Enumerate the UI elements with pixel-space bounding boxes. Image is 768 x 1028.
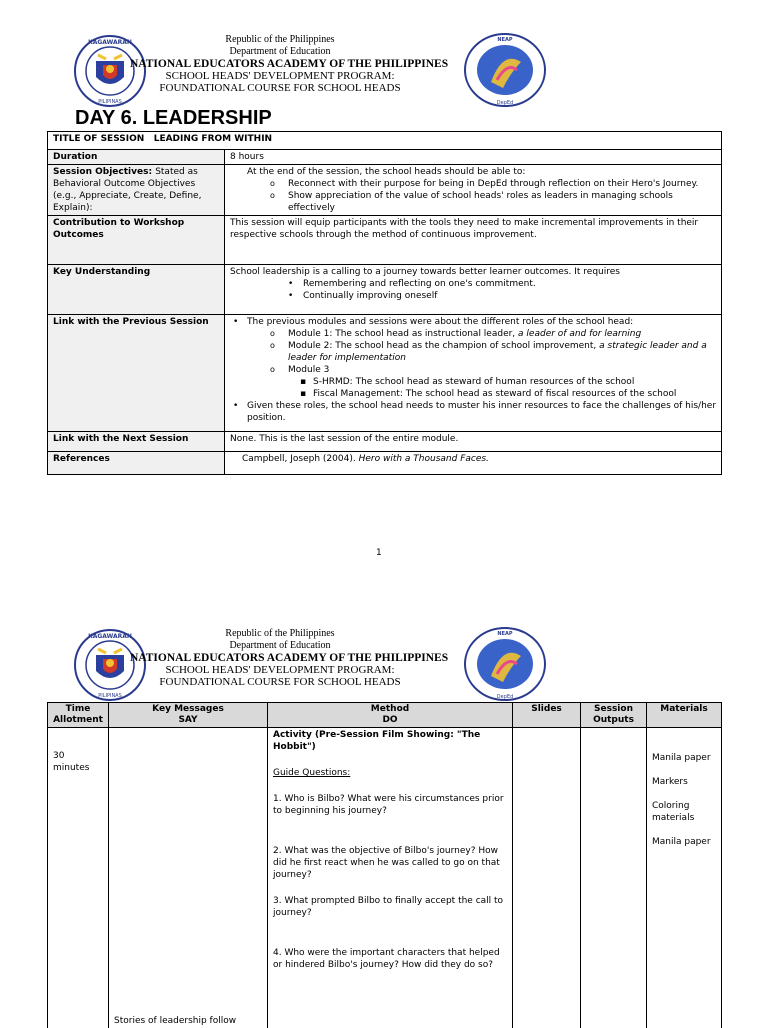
svg-text:PILIPINAS: PILIPINAS — [98, 99, 122, 105]
header-program: SCHOOL HEADS' DEVELOPMENT PROGRAM: — [130, 70, 430, 82]
next-session-value: None. This is the last session of the entire module. — [225, 432, 722, 452]
header-outputs-line1: Session — [584, 704, 643, 715]
module2-item — [230, 340, 716, 364]
key-understanding-item: • Continually improving oneself — [230, 290, 716, 302]
guide-question: 3. What prompted Bilbo to finally accept the call to journey? — [273, 895, 507, 919]
header-program: SCHOOL HEADS' DEVELOPMENT PROGRAM: — [130, 664, 430, 676]
header-academy: NATIONAL EDUCATORS ACADEMY OF THE PHILIPPINES — [130, 58, 430, 70]
material-item: Markers — [652, 776, 716, 788]
header-department: Department of Education — [130, 46, 430, 58]
material-item: Coloring materials — [652, 800, 700, 824]
objectives-intro: At the end of the session, the school heads should be able to: — [230, 166, 716, 178]
header-time-line2: Allotment — [51, 715, 105, 726]
references-label: References — [48, 452, 225, 475]
duration-row — [48, 150, 722, 165]
contribution-row — [48, 216, 722, 265]
previous-session-label: Link with the Previous Session — [48, 315, 225, 432]
header-key-line2: SAY — [112, 715, 264, 726]
module3-subitem: ▪ S-HRMD: The school head as steward of human resources of the school — [230, 376, 716, 388]
time-cell — [48, 728, 109, 1028]
table-header-row — [48, 703, 722, 728]
material-item: Manila paper — [652, 752, 716, 764]
reference-text: Campbell, Joseph (2004). — [242, 454, 356, 464]
materials-cell — [647, 728, 722, 1028]
svg-text:PILIPINAS: PILIPINAS — [98, 693, 122, 699]
session-title-row — [48, 132, 722, 150]
material-item: Manila paper — [652, 836, 716, 848]
contribution-value: This session will equip participants with the tools they need to make incremental improvements in their respective schools through the method of continuous improvement. — [225, 216, 722, 265]
references-row — [48, 452, 722, 475]
key-understanding-value — [225, 265, 722, 315]
neap-seal-icon — [463, 32, 535, 104]
time-value: 30 minutes — [53, 751, 89, 773]
svg-text:KAGAWARAN: KAGAWARAN — [88, 39, 132, 46]
guide-question: 2. What was the objective of Bilbo's journey? How did he first react when he was called to go on that journey? — [273, 845, 507, 881]
page-header-2 — [0, 626, 768, 704]
module2-text: Module 2: The school head as the champion of school improvement, — [288, 341, 596, 351]
svg-text:KAGAWARAN: KAGAWARAN — [88, 633, 132, 640]
svg-text:DepEd: DepEd — [497, 100, 513, 106]
previous-session-value — [225, 315, 722, 432]
guide-question: 4. Who were the important characters that helped or hindered Bilbo's journey? How did they do so? — [273, 947, 507, 971]
header-course: FOUNDATIONAL COURSE FOR SCHOOL HEADS — [130, 82, 430, 94]
neap-seal-icon — [463, 626, 535, 698]
module1-text: Module 1: The school head as instructional leader, — [288, 329, 515, 339]
header-outputs-line2: Outputs — [584, 715, 643, 726]
duration-value: 8 hours — [225, 150, 722, 165]
header-session-outputs — [581, 703, 647, 728]
session-table — [47, 131, 722, 475]
next-session-row — [48, 432, 722, 452]
objective-item: o Reconnect with their purpose for being in DepEd through reflection on their Hero's Journey. — [230, 178, 716, 190]
header-republic: Republic of the Philippines — [130, 628, 430, 640]
objectives-label-cell — [48, 165, 225, 216]
objective-item: o Show appreciation of the value of school heads' roles as leaders in managing schools effectively — [230, 190, 716, 214]
table-row — [48, 728, 722, 1028]
module1-italic: a leader of and for learning — [518, 329, 641, 339]
key-understanding-intro: School leadership is a calling to a journey towards better learner outcomes. It requires — [230, 266, 716, 278]
activity-table — [47, 702, 722, 1028]
svg-text:DepEd: DepEd — [497, 694, 513, 700]
duration-label: Duration — [48, 150, 225, 165]
header-republic: Republic of the Philippines — [130, 34, 430, 46]
header-method-line2: DO — [271, 715, 509, 726]
next-session-label: Link with the Next Session — [48, 432, 225, 452]
header-time-line1: Time — [51, 704, 105, 715]
module2-italic: a strategic leader and a leader for implementation — [288, 341, 707, 363]
references-value — [225, 452, 722, 475]
header-course: FOUNDATIONAL COURSE FOR SCHOOL HEADS — [130, 676, 430, 688]
objectives-label: Session Objectives: — [53, 167, 152, 177]
slides-cell — [513, 728, 581, 1028]
guide-questions-label: Guide Questions: — [273, 767, 507, 779]
method-cell — [268, 728, 513, 1028]
header-method — [268, 703, 513, 728]
header-text — [130, 628, 430, 688]
page-title: DAY 6. LEADERSHIP — [75, 107, 272, 130]
header-key-messages — [109, 703, 268, 728]
module1-item — [230, 328, 716, 340]
contribution-label: Contribution to Workshop Outcomes — [48, 216, 225, 265]
header-text — [130, 34, 430, 94]
objectives-row — [48, 165, 722, 216]
svg-text:NEAP: NEAP — [497, 37, 512, 43]
key-message-text: Stories of leadership follow — [114, 1016, 236, 1026]
key-understanding-item: • Remembering and reflecting on one's commitment. — [230, 278, 716, 290]
key-understanding-row — [48, 265, 722, 315]
objectives-value — [225, 165, 722, 216]
reference-italic: Hero with a Thousand Faces. — [359, 454, 489, 464]
session-title-label: TITLE OF SESSION — [53, 134, 144, 144]
key-message-cell — [109, 728, 268, 1028]
header-method-line1: Method — [271, 704, 509, 715]
header-materials: Materials — [647, 703, 722, 728]
session-outputs-cell — [581, 728, 647, 1028]
header-academy: NATIONAL EDUCATORS ACADEMY OF THE PHILIPPINES — [130, 652, 430, 664]
header-key-line1: Key Messages — [112, 704, 264, 715]
header-time — [48, 703, 109, 728]
module3-item: o Module 3 — [230, 364, 716, 376]
previous-intro: • The previous modules and sessions were about the different roles of the school head: — [230, 316, 716, 328]
previous-outro: • Given these roles, the school head needs to muster his inner resources to face the challenges of his/her position. — [230, 400, 716, 424]
guide-question: 1. Who is Bilbo? What were his circumstances prior to beginning his journey? — [273, 793, 507, 817]
activity-title: Activity (Pre-Session Film Showing: "The Hobbit") — [273, 729, 507, 753]
page-number: 1 — [376, 548, 382, 558]
previous-session-row — [48, 315, 722, 432]
session-title-value: LEADING FROM WITHIN — [154, 134, 272, 144]
module3-subitem: ▪ Fiscal Management: The school head as steward of fiscal resources of the school — [230, 388, 716, 400]
svg-text:NEAP: NEAP — [497, 631, 512, 637]
key-understanding-label: Key Understanding — [48, 265, 225, 315]
objectives-label-rest: Stated as Behavioral Outcome Objectives (e.g., Appreciate, Create, Define, Explain): — [53, 167, 201, 213]
header-department: Department of Education — [130, 640, 430, 652]
header-slides: Slides — [513, 703, 581, 728]
page-header — [0, 32, 768, 110]
